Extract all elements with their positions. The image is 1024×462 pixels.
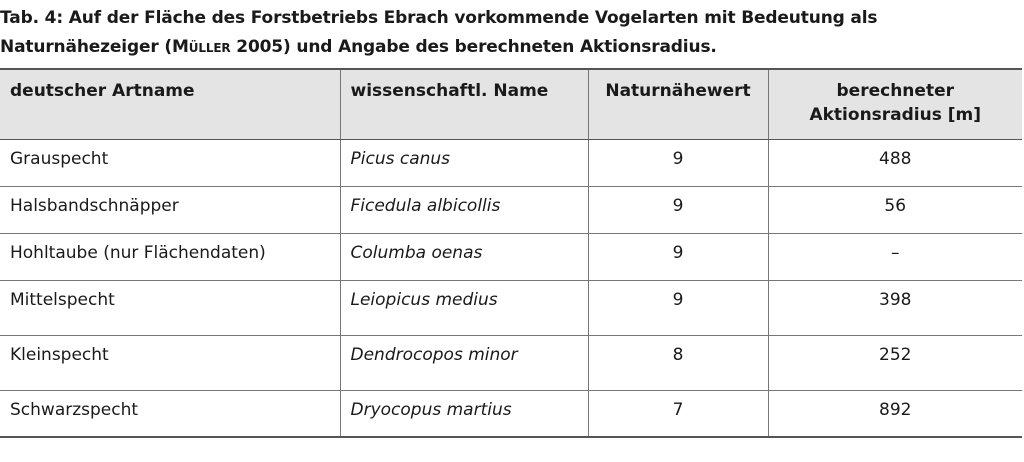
header-action-radius-line2: Aktionsradius [m] [809,105,982,125]
table-row [0,233,1022,280]
header-action-radius-line1: berechneter [836,81,954,101]
cell-scientific-name: Dendrocopos minor [340,335,588,390]
cell-naturalness: 7 [588,390,768,437]
header-scientific-name: wissenschaftl. Name [340,69,588,139]
cell-scientific-name: Columba oenas [340,233,588,280]
caption-text-line1: Auf der Fläche des Forstbetriebs Ebrach vorkommende Vogelarten mit Bedeutung als [68,8,878,28]
cell-action-radius: 56 [768,186,1022,233]
cell-common-name: Halsbandschnäpper [0,186,340,233]
cell-common-name: Schwarzspecht [0,390,340,437]
cell-common-name: Hohltaube (nur Flächendaten) [0,233,340,280]
cell-scientific-name: Dryocopus martius [340,390,588,437]
table-row [0,390,1022,437]
bird-species-table [0,68,1022,438]
cell-action-radius: 398 [768,280,1022,335]
cell-action-radius: 892 [768,390,1022,437]
cell-naturalness: 9 [588,280,768,335]
caption-label: Tab. 4: [0,8,63,28]
table-row [0,186,1022,233]
caption-text-line2-post: 2005) und Angabe des berechneten Aktionsradius. [230,37,717,57]
cell-common-name: Mittelspecht [0,280,340,335]
cell-common-name: Grauspecht [0,139,340,186]
caption-author: Müller [172,37,231,57]
cell-naturalness: 8 [588,335,768,390]
header-action-radius [768,69,1022,139]
cell-scientific-name: Picus canus [340,139,588,186]
cell-naturalness: 9 [588,233,768,280]
cell-naturalness: 9 [588,186,768,233]
table-row [0,139,1022,186]
table-header-row [0,69,1022,139]
cell-scientific-name: Leiopicus medius [340,280,588,335]
table-row [0,280,1022,335]
cell-naturalness: 9 [588,139,768,186]
cell-action-radius: 252 [768,335,1022,390]
cell-action-radius: – [768,233,1022,280]
caption-text-line2-pre: Naturnähezeiger ( [0,37,172,57]
header-common-name: deutscher Artname [0,69,340,139]
cell-scientific-name: Ficedula albicollis [340,186,588,233]
table-row [0,335,1022,390]
header-naturalness: Naturnähewert [588,69,768,139]
table-caption [0,4,1024,62]
cell-common-name: Kleinspecht [0,335,340,390]
cell-action-radius: 488 [768,139,1022,186]
